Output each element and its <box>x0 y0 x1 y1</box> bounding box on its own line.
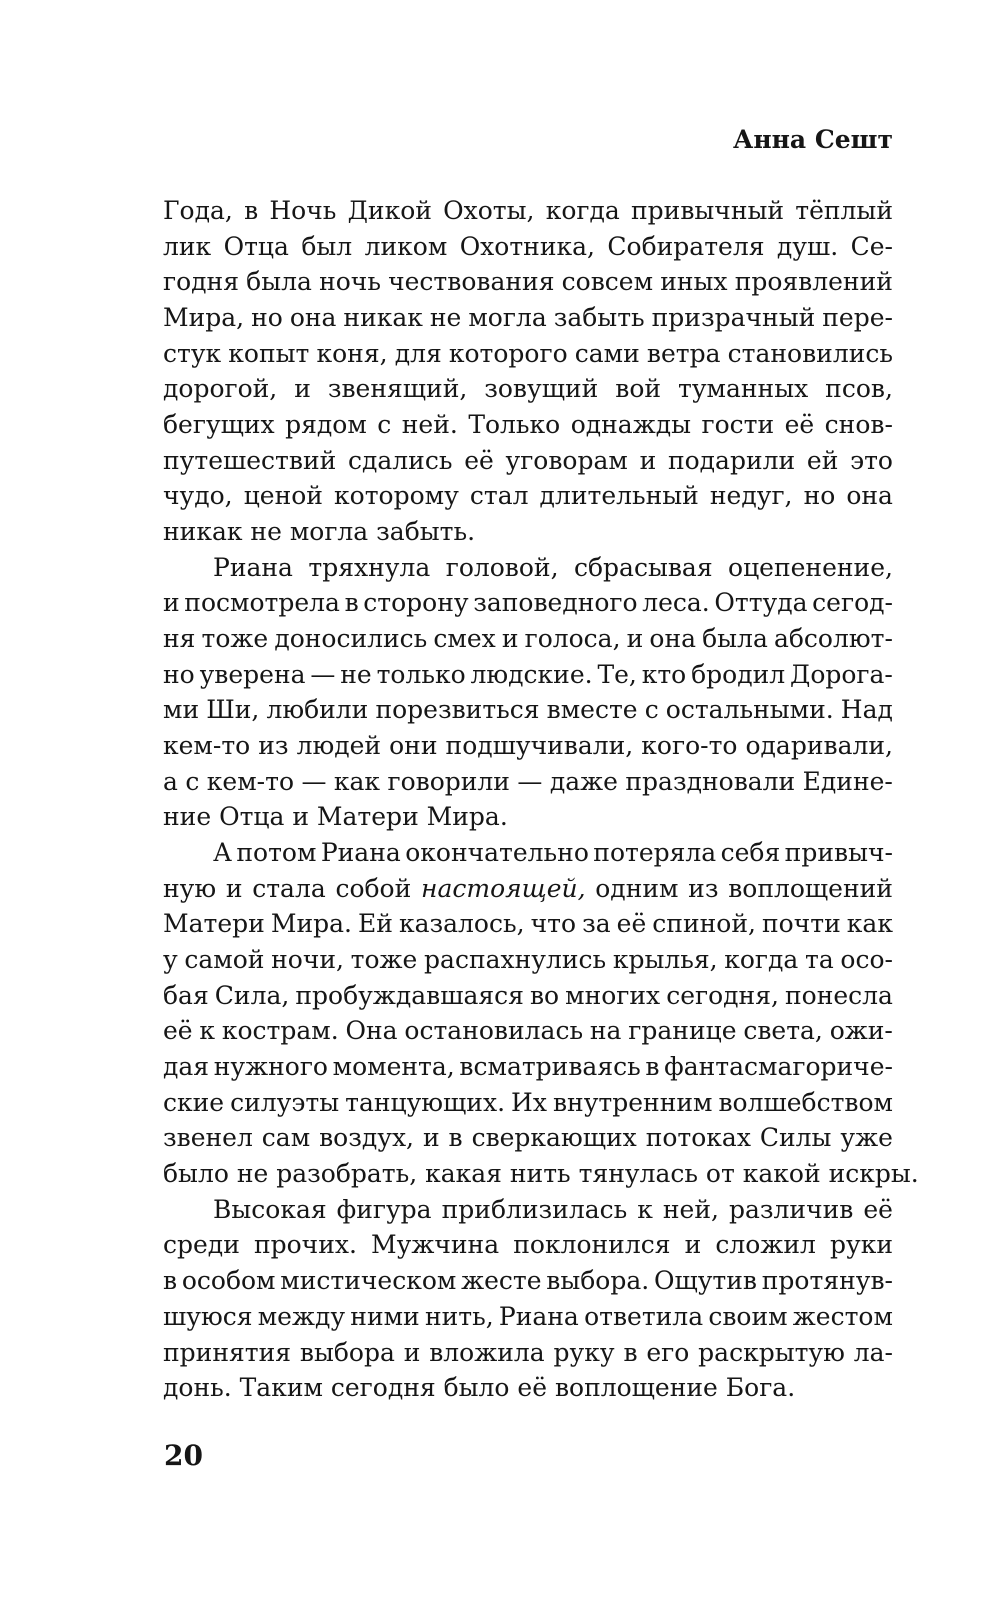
word: Дорога- <box>790 659 893 689</box>
word: ветра <box>646 338 721 368</box>
word: леса. <box>642 588 710 618</box>
word: людские. <box>470 659 593 689</box>
word: остальными. <box>665 695 834 725</box>
text-line <box>163 799 893 835</box>
word: и <box>422 1123 440 1153</box>
word: остановилась <box>404 1016 584 1046</box>
word: подшучивали, <box>445 731 634 761</box>
word: Охоты, <box>443 196 535 225</box>
text-line <box>163 371 893 407</box>
word: которого <box>448 338 568 368</box>
word: внутренним <box>552 1087 713 1117</box>
word: а <box>163 766 178 796</box>
text-line <box>163 300 893 336</box>
word: душ. <box>776 231 839 261</box>
word: её <box>464 445 494 475</box>
word: сам <box>261 1123 311 1153</box>
word: и <box>626 624 644 654</box>
word: бая <box>163 980 209 1010</box>
word: А <box>213 838 232 868</box>
text-line <box>163 1299 893 1335</box>
word: выбора <box>299 1337 395 1367</box>
word: за <box>582 909 611 939</box>
word: призрачный <box>651 303 816 333</box>
word: говорили <box>387 766 510 796</box>
word: границе <box>628 1016 737 1046</box>
word: сами <box>574 338 640 368</box>
word: протянув- <box>761 1266 893 1296</box>
word: сторону <box>363 588 469 618</box>
word: тоже <box>350 945 418 975</box>
word: ценой <box>243 481 323 511</box>
word: пере- <box>822 303 893 333</box>
text-line <box>163 1335 893 1371</box>
word: своим <box>708 1301 788 1331</box>
word: Мира, <box>163 303 245 333</box>
word: лик <box>163 231 212 261</box>
word: в <box>244 196 259 225</box>
word: себя <box>720 838 781 868</box>
word: Дикой <box>347 196 432 225</box>
word: нужного <box>213 1052 328 1082</box>
word: выбора. <box>546 1266 650 1296</box>
word: сегод- <box>812 588 893 618</box>
word: к <box>637 1194 653 1224</box>
word: фигура <box>336 1194 432 1224</box>
word: не <box>340 659 372 689</box>
word: Ночь <box>269 196 337 225</box>
word: длительный <box>539 481 699 511</box>
word: бродил <box>691 659 786 689</box>
word: любили <box>266 695 369 725</box>
word: посмотрела <box>184 588 340 618</box>
word: уже <box>840 1123 893 1153</box>
word: для <box>394 338 442 368</box>
word: доносились <box>274 624 428 654</box>
word: праздновали <box>625 766 796 796</box>
word: стал <box>469 481 529 511</box>
word: её <box>863 1194 893 1224</box>
word: зовущий <box>484 374 599 404</box>
word: фантасмагориче- <box>664 1052 893 1082</box>
word: Матери <box>163 909 265 939</box>
word: путешествий <box>163 445 337 475</box>
text-segment: донь. Таким сегодня было её воплощение Бога. <box>163 1373 796 1403</box>
word: — <box>310 659 336 689</box>
word: и <box>163 588 180 618</box>
word: волшебством <box>718 1087 893 1117</box>
text-line <box>163 657 893 693</box>
word: но <box>163 659 195 689</box>
body-text <box>163 193 919 1406</box>
word: нить, <box>424 1301 494 1331</box>
word: его <box>646 1337 690 1367</box>
word: руку <box>553 1337 615 1367</box>
word: Над <box>840 695 893 725</box>
word: силуэты <box>230 1087 340 1117</box>
word: света, <box>743 1016 823 1046</box>
word: гости <box>701 410 775 440</box>
text-line <box>163 692 893 728</box>
text-line <box>163 336 893 372</box>
word: жесте <box>461 1266 542 1296</box>
word: она <box>649 624 697 654</box>
word: кострам. <box>221 1016 339 1046</box>
text-segment: никак не могла забыть. <box>163 517 476 547</box>
word: ликом <box>364 231 448 261</box>
word: Отца <box>223 231 289 261</box>
word: туманных <box>678 374 809 404</box>
word: Риана <box>213 552 293 582</box>
text-line <box>163 229 893 265</box>
word: раскрытую <box>698 1337 845 1367</box>
word: была <box>246 267 312 297</box>
word: Оттуда <box>714 588 808 618</box>
text-segment: ние Отца и Матери Мира. <box>163 802 508 832</box>
word: потом <box>236 838 317 868</box>
word: ня <box>163 624 196 654</box>
word: Ши, <box>206 695 260 725</box>
word: людей <box>296 731 382 761</box>
text-segment: было не разобрать, какая нить тянулась от какой искры. <box>163 1159 919 1189</box>
word: между <box>257 1301 346 1331</box>
word: они <box>389 731 438 761</box>
text-line <box>163 871 893 907</box>
word: собой <box>335 873 412 903</box>
word: и <box>684 1230 702 1260</box>
word: забыть <box>553 303 645 333</box>
word: бегущих <box>163 410 275 440</box>
word: с <box>644 695 659 725</box>
word: Сила, <box>214 980 290 1010</box>
word: совсем <box>561 267 654 297</box>
word: пробуждавшаяся <box>295 980 524 1010</box>
word: в <box>623 1337 638 1367</box>
text-line <box>163 1192 893 1228</box>
word: чествования <box>388 267 555 297</box>
word: Силы <box>759 1123 832 1153</box>
word: приблизилась <box>441 1194 628 1224</box>
word: ную <box>163 873 217 903</box>
word: головой, <box>445 552 559 582</box>
word: Ощутив <box>653 1266 757 1296</box>
word: голоса, <box>524 624 621 654</box>
word: в <box>344 588 359 618</box>
word: ожи- <box>829 1016 893 1046</box>
text-line <box>163 835 893 871</box>
word: вместе <box>546 695 638 725</box>
word: воздух, <box>319 1123 414 1153</box>
word: и <box>403 1337 421 1367</box>
word: в <box>448 1123 463 1153</box>
word: крылья, <box>612 945 718 975</box>
word: распахнулись <box>424 945 607 975</box>
text-line <box>163 1120 893 1156</box>
text-line <box>163 728 893 764</box>
word: вой <box>615 374 662 404</box>
word: её <box>616 909 647 939</box>
word: Года, <box>163 196 233 225</box>
word: сложил <box>715 1230 816 1260</box>
word: Только <box>468 410 561 440</box>
word: Риана <box>320 838 401 868</box>
word: как <box>333 766 381 796</box>
word: стук <box>163 338 222 368</box>
word: но <box>251 303 283 333</box>
word: в <box>163 1266 178 1296</box>
word: ночь <box>319 267 381 297</box>
word: заповедного <box>473 588 638 618</box>
word: Риана <box>498 1301 579 1331</box>
text-line <box>163 942 893 978</box>
word: недуг, <box>709 481 793 511</box>
word: только <box>376 659 466 689</box>
word: — <box>301 766 327 796</box>
word: как <box>846 909 893 939</box>
word: сдались <box>348 445 453 475</box>
word: иных <box>660 267 728 297</box>
word: Охотника, <box>459 231 595 261</box>
word: не <box>429 303 462 333</box>
word: оцепенение, <box>728 552 893 582</box>
text-line <box>163 1227 893 1263</box>
word: она <box>289 303 337 333</box>
word: Высокая <box>213 1194 327 1224</box>
word: воплощений <box>728 873 893 903</box>
word: была <box>702 624 768 654</box>
word: к <box>199 1016 216 1046</box>
word: различив <box>728 1194 854 1224</box>
word: ей <box>806 445 839 475</box>
word: смех <box>433 624 496 654</box>
word: которому <box>334 481 459 511</box>
word: кто <box>641 659 687 689</box>
text-line <box>163 1085 893 1121</box>
word: тёплый <box>795 196 893 225</box>
word: Едине- <box>802 766 893 796</box>
word: что <box>530 909 577 939</box>
word: даже <box>549 766 618 796</box>
word: Собирателя <box>607 231 765 261</box>
word: коня, <box>316 338 388 368</box>
word: копыт <box>228 338 310 368</box>
word: самой <box>184 945 265 975</box>
word: никак <box>343 303 423 333</box>
word: и <box>225 873 243 903</box>
word: звенящий, <box>327 374 468 404</box>
word: во <box>529 980 560 1010</box>
word: кем-то <box>163 731 251 761</box>
word: ответила <box>584 1301 704 1331</box>
word: кого-то <box>641 731 738 761</box>
italic-word: настоящей, <box>420 873 586 903</box>
text-line <box>163 264 893 300</box>
text-line <box>163 585 893 621</box>
text-line <box>163 478 893 514</box>
word: почти <box>762 909 841 939</box>
text-line <box>163 1263 893 1299</box>
text-line <box>163 443 893 479</box>
word: ла- <box>853 1337 893 1367</box>
word: годня <box>163 267 239 297</box>
word: с <box>377 410 392 440</box>
word: сегодня, <box>666 980 779 1010</box>
text-line <box>163 514 893 550</box>
word: ней, <box>662 1194 719 1224</box>
word: сверкающих <box>471 1123 637 1153</box>
word: проявлений <box>734 267 893 297</box>
word: но <box>803 481 836 511</box>
word: уверена <box>199 659 306 689</box>
word: однажды <box>570 410 691 440</box>
word: порезвиться <box>375 695 540 725</box>
word: на <box>589 1016 622 1046</box>
word: момента, <box>332 1052 455 1082</box>
word: тряхнула <box>308 552 431 582</box>
word: шуюся <box>163 1301 253 1331</box>
word: поклонился <box>513 1230 671 1260</box>
word: особом <box>181 1266 276 1296</box>
word: ней. <box>401 410 458 440</box>
word: ними <box>350 1301 420 1331</box>
word: уговорам <box>505 445 628 475</box>
text-line <box>163 1049 893 1085</box>
word: в <box>645 1052 660 1082</box>
word: руки <box>829 1230 893 1260</box>
text-line <box>163 621 893 657</box>
word: рядом <box>285 410 367 440</box>
word: могла <box>468 303 547 333</box>
word: дая <box>163 1052 210 1082</box>
text-line <box>163 764 893 800</box>
word: танцующих. <box>345 1087 506 1117</box>
word: из <box>258 731 289 761</box>
word: дорогой, <box>163 374 278 404</box>
text-line <box>163 1156 919 1192</box>
word: чудо, <box>163 481 233 511</box>
word: ми <box>163 695 200 725</box>
word: звенел <box>163 1123 253 1153</box>
word: жестом <box>792 1301 893 1331</box>
word: становились <box>727 338 893 368</box>
word: принятия <box>163 1337 292 1367</box>
word: был <box>301 231 353 261</box>
word: стала <box>252 873 326 903</box>
word: с <box>185 766 200 796</box>
word: среди <box>163 1230 240 1260</box>
word: её <box>784 410 815 440</box>
word: Мужчина <box>371 1230 500 1260</box>
word: и <box>501 624 519 654</box>
text-line <box>163 193 893 229</box>
word: она <box>846 481 893 511</box>
word: когда <box>724 945 799 975</box>
word: — <box>517 766 543 796</box>
word: абсолют- <box>773 624 893 654</box>
word: одаривали, <box>745 731 893 761</box>
text-line <box>163 978 893 1014</box>
word: когда <box>545 196 620 225</box>
word: и <box>294 374 311 404</box>
text-line <box>163 550 893 586</box>
running-header-author: Анна Сешт <box>732 125 893 154</box>
text-line <box>163 1013 893 1049</box>
word: окончательно <box>405 838 589 868</box>
word: прочих. <box>253 1230 357 1260</box>
word: кем-то <box>206 766 294 796</box>
word: у <box>163 945 178 975</box>
word: понесла <box>785 980 893 1010</box>
word: из <box>688 873 719 903</box>
word: тоже <box>201 624 269 654</box>
word: снов- <box>824 410 893 440</box>
word: и <box>639 445 657 475</box>
word: потоках <box>645 1123 751 1153</box>
word: Она <box>345 1016 398 1046</box>
word: многих <box>565 980 661 1010</box>
word: Те, <box>597 659 637 689</box>
word: потеряла <box>593 838 717 868</box>
word: одним <box>595 873 679 903</box>
word: Их <box>511 1087 547 1117</box>
text-line <box>163 1370 893 1406</box>
word: ночи, <box>271 945 344 975</box>
word: сбрасывая <box>573 552 713 582</box>
text-line <box>163 407 893 443</box>
word: подарили <box>667 445 796 475</box>
word: ские <box>163 1087 225 1117</box>
word: Мира. <box>270 909 352 939</box>
word: казалось, <box>398 909 525 939</box>
word: Се- <box>850 231 893 261</box>
word: привычный <box>630 196 785 225</box>
word: это <box>850 445 893 475</box>
word: Ей <box>358 909 393 939</box>
word: осо- <box>840 945 893 975</box>
word: вложила <box>429 1337 545 1367</box>
page-number: 20 <box>164 1439 203 1472</box>
word: её <box>163 1016 193 1046</box>
word: привыч- <box>784 838 893 868</box>
text-line <box>163 906 893 942</box>
word: та <box>804 945 834 975</box>
word: псов, <box>825 374 893 404</box>
word: мистическом <box>280 1266 457 1296</box>
word: спиной, <box>652 909 756 939</box>
word: всматриваясь <box>459 1052 641 1082</box>
